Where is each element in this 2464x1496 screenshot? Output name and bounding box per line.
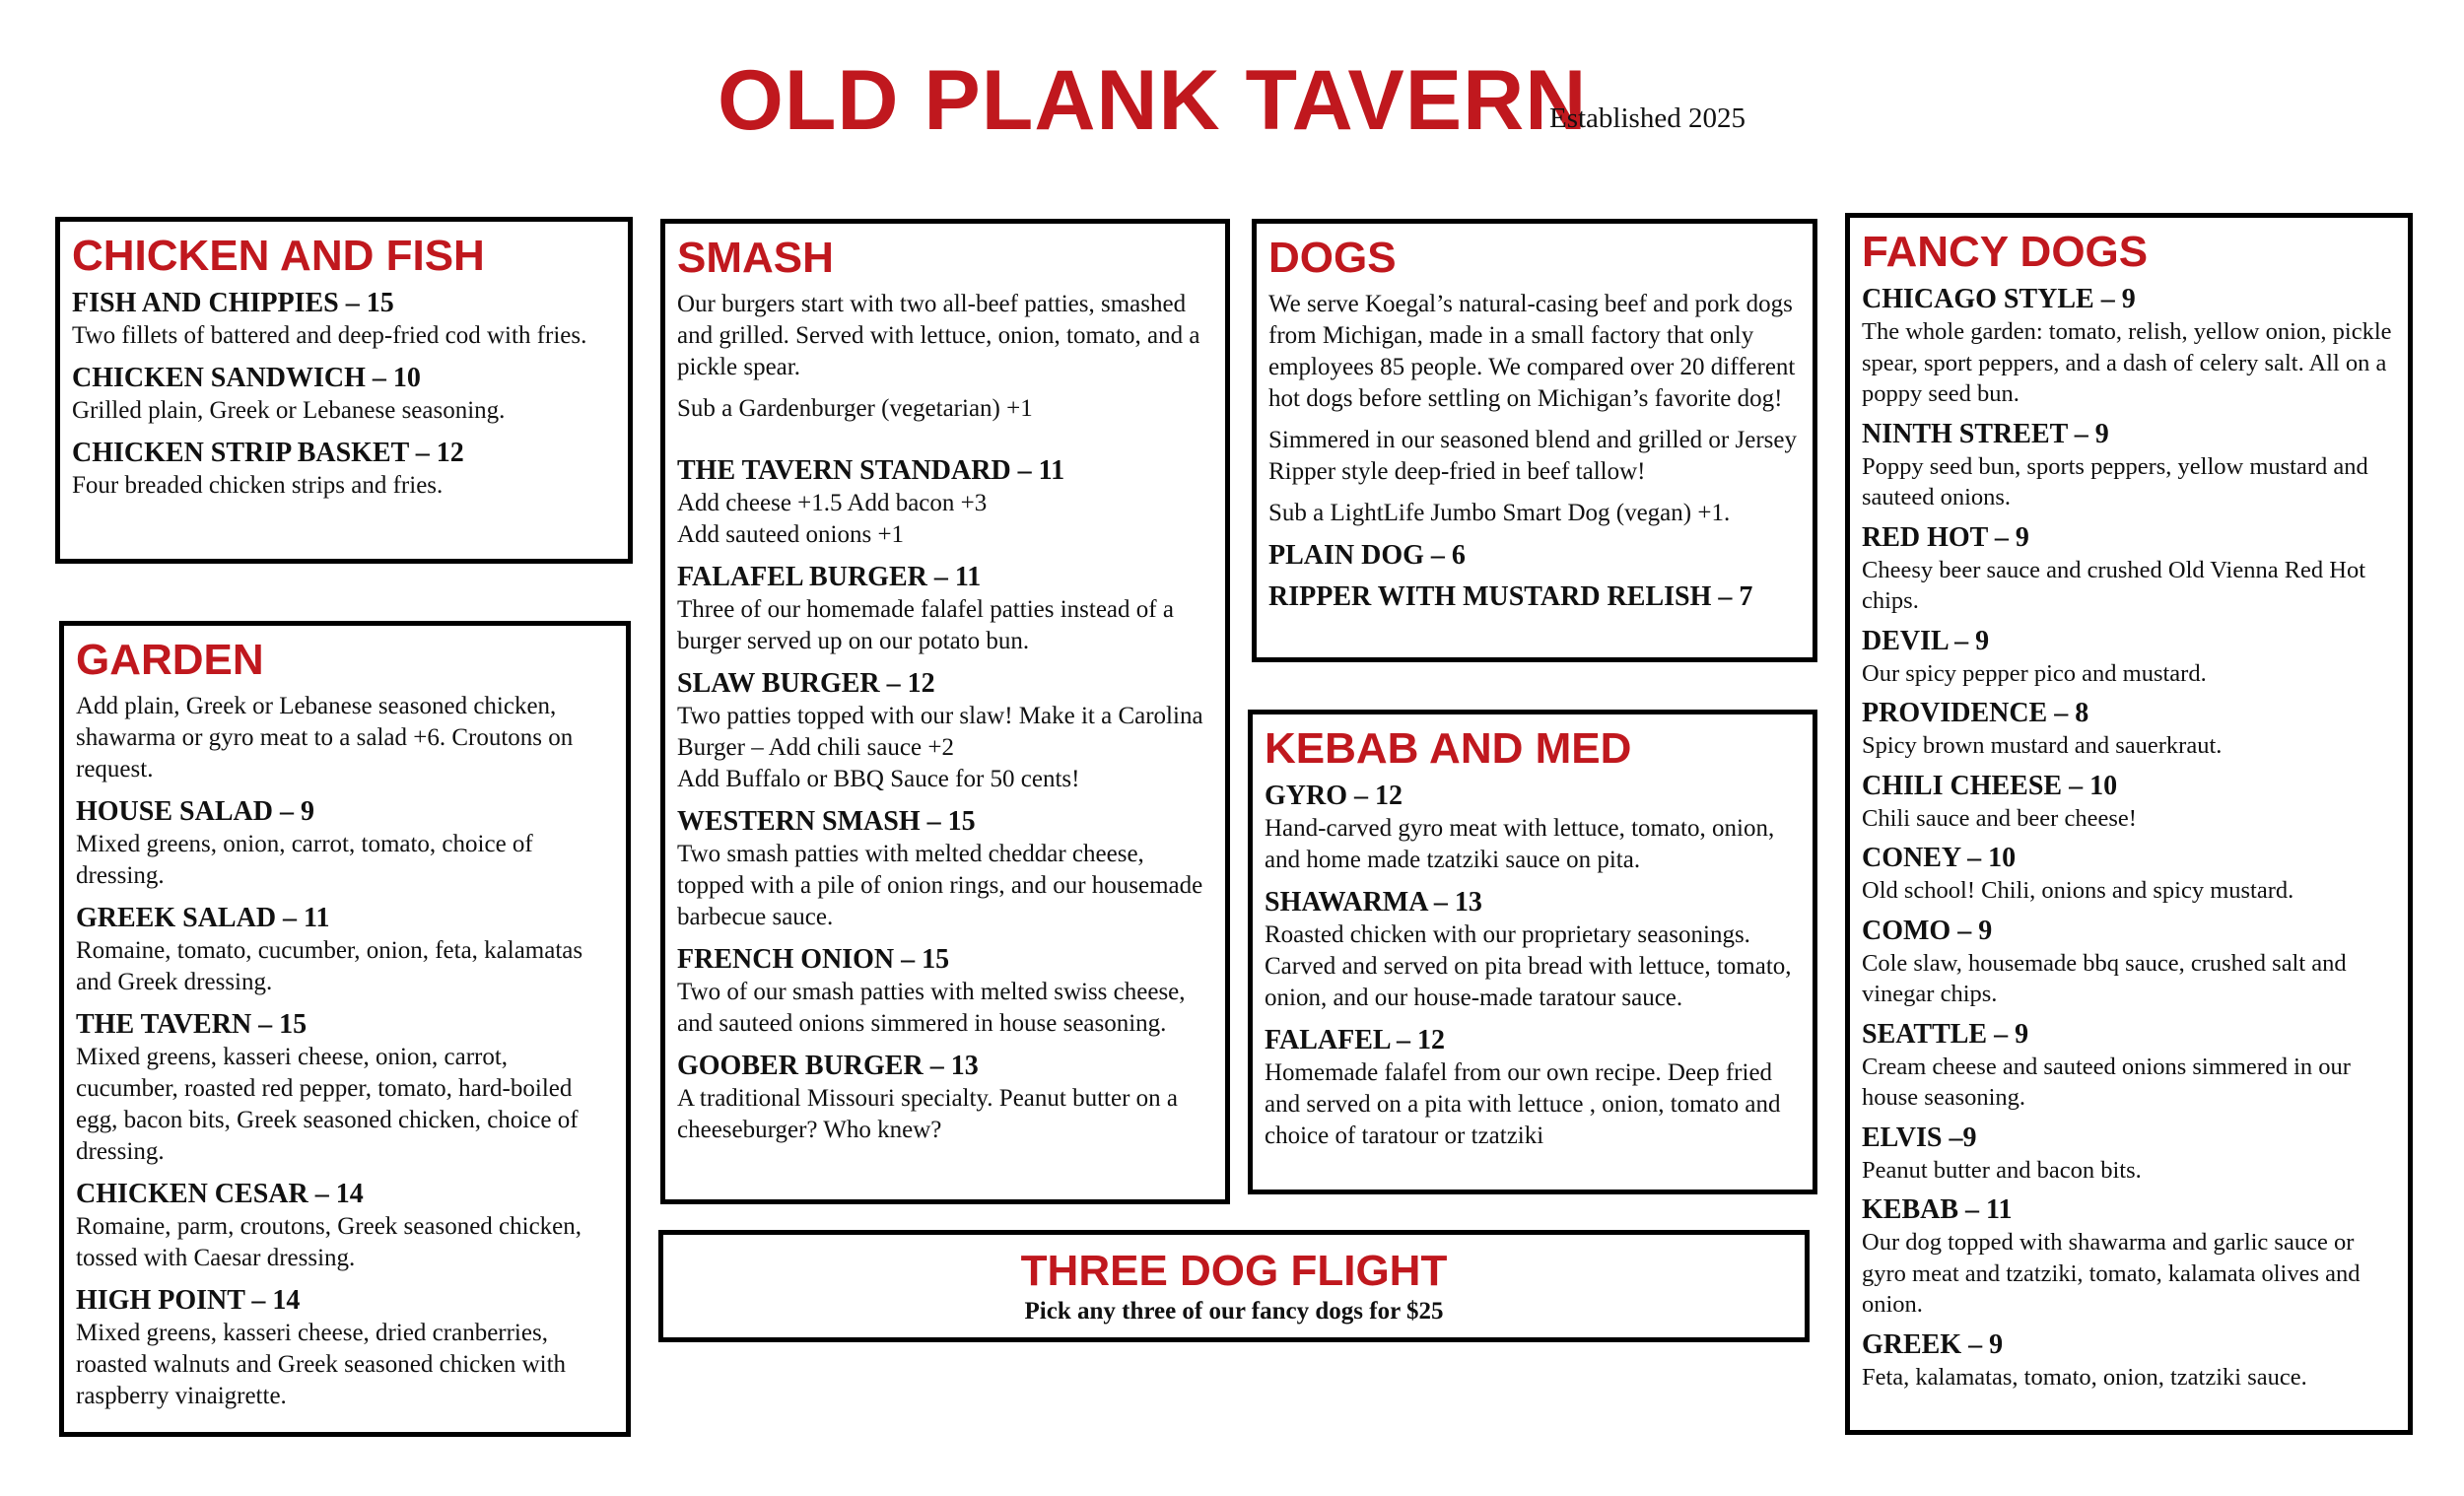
item-name: FALAFEL – 12 [1265, 1025, 1446, 1055]
item-description: A traditional Missouri specialty. Peanut butter on a cheeseburger? Who knew? [677, 1085, 1179, 1143]
menu-item [1862, 915, 2396, 1010]
menu-item [72, 362, 616, 427]
item-name: FRENCH ONION – 15 [677, 944, 950, 975]
three-dog-flight-banner [658, 1230, 1810, 1342]
section-intro-preparation: Simmered in our seasoned blend and grilled or Jersey Ripper style deep-fried in beef tallow! [1268, 427, 1797, 485]
item-description: The whole garden: tomato, relish, yellow onion, pickle spear, sport peppers, and a dash of celery salt. All on a poppy seed bun. [1862, 318, 2392, 407]
menu-item [76, 1178, 614, 1274]
menu-item [677, 943, 1213, 1040]
item-description: Two smash patties with melted cheddar cheese, topped with a pile of onion rings, and our housemade barbecue sauce. [677, 841, 1203, 930]
item-name: KEBAB – 11 [1862, 1194, 2013, 1225]
section-heading-smash: SMASH [677, 234, 834, 282]
item-name: RED HOT – 9 [1862, 521, 2029, 553]
menu-item [72, 437, 616, 502]
menu-item [1862, 697, 2396, 762]
restaurant-title: OLD PLANK TAVERN [718, 53, 1588, 148]
menu-item [1268, 580, 1801, 614]
section-heading-dogs: DOGS [1268, 234, 1397, 282]
item-name: THE TAVERN – 15 [76, 1009, 308, 1040]
item-description: Two of our smash patties with melted swiss cheese, and sauteed onions simmered in house seasoning. [677, 979, 1186, 1037]
menu-item [1862, 521, 2396, 617]
item-name: GREEK – 9 [1862, 1328, 2004, 1360]
menu-item [76, 1008, 614, 1168]
item-description: Add cheese +1.5 Add bacon +3 [677, 490, 988, 516]
item-name: CHICKEN STRIP BASKET – 12 [72, 438, 464, 468]
menu-item [1862, 1193, 2396, 1321]
item-description: Feta, kalamatas, tomato, onion, tzatziki sauce. [1862, 1363, 2307, 1391]
item-name: HIGH POINT – 14 [76, 1285, 301, 1316]
item-name: SEATTLE – 9 [1862, 1018, 2029, 1050]
item-name: ELVIS –9 [1862, 1122, 1977, 1153]
section-intro: Add plain, Greek or Lebanese seasoned chicken, shawarma or gyro meat to a salad +6. Croutons on request. [76, 693, 574, 782]
menu-item [677, 805, 1213, 933]
flight-heading: THREE DOG FLIGHT [1020, 1247, 1448, 1295]
item-description: Four breaded chicken strips and fries. [72, 472, 444, 499]
item-name: CONEY – 10 [1862, 843, 2017, 873]
item-name: NINTH STREET – 9 [1862, 418, 2109, 449]
item-description: Hand-carved gyro meat with lettuce, tomato, onion, and home made tzatziki sauce on pita. [1265, 815, 1775, 873]
section-heading-kebab-and-med: KEBAB AND MED [1265, 724, 1632, 773]
menu-item [76, 1284, 614, 1412]
item-name: GYRO – 12 [1265, 781, 1403, 811]
item-description: Our spicy pepper pico and mustard. [1862, 659, 2207, 687]
dogs-section [1252, 219, 1817, 662]
item-name: COMO – 9 [1862, 915, 1993, 946]
item-name: CHICKEN CESAR – 14 [76, 1179, 364, 1209]
menu-item [677, 561, 1213, 657]
item-name: CHICAGO STYLE – 9 [1862, 284, 2136, 314]
item-description: Our dog topped with shawarma and garlic sauce or gyro meat and tzatziki, tomato, kalamata olives and onion. [1862, 1229, 2361, 1318]
fancy-dogs-section [1845, 213, 2413, 1435]
item-name: FALAFEL BURGER – 11 [677, 562, 982, 592]
item-description: Romaine, tomato, cucumber, onion, feta, kalamatas and Greek dressing. [76, 937, 583, 995]
menu-item [677, 454, 1213, 551]
item-name: FISH AND CHIPPIES – 15 [72, 288, 394, 318]
menu-item [1265, 780, 1801, 876]
item-name: DEVIL – 9 [1862, 625, 1990, 656]
item-description: Peanut butter and bacon bits. [1862, 1156, 2142, 1184]
item-description: Mixed greens, kasseri cheese, onion, carrot, cucumber, roasted red pepper, tomato, hard-boiled egg, bacon bits, Greek seasoned chicken, choice of dressing. [76, 1044, 579, 1165]
item-name: HOUSE SALAD – 9 [76, 796, 314, 827]
item-description: Poppy seed bun, sports peppers, yellow mustard and sauteed onions. [1862, 452, 2368, 510]
established-note: Established 2025 [1549, 102, 1745, 134]
item-name: WESTERN SMASH – 15 [677, 806, 976, 837]
item-description: Chili sauce and beer cheese! [1862, 804, 2137, 832]
item-description: Old school! Chili, onions and spicy mustard. [1862, 877, 2294, 904]
item-name: CHICKEN SANDWICH – 10 [72, 363, 421, 393]
item-description: Cheesy beer sauce and crushed Old Vienna Red Hot chips. [1862, 556, 2366, 614]
section-intro: We serve Koegal’s natural-casing beef and pork dogs from Michigan, made in a small factory that only employees 85 people. We compared over 20 different hot dogs before settling on Michigan’s favorite dog! [1268, 291, 1796, 412]
menu-item [76, 795, 614, 892]
item-description: Romaine, parm, croutons, Greek seasoned chicken, tossed with Caesar dressing. [76, 1213, 582, 1271]
kebab-and-med-section [1248, 710, 1817, 1194]
item-description: Grilled plain, Greek or Lebanese seasoning. [72, 397, 506, 424]
smash-section [660, 219, 1230, 1204]
menu-item [76, 902, 614, 998]
item-name: SLAW BURGER – 12 [677, 668, 935, 699]
section-heading-garden: GARDEN [76, 636, 264, 684]
item-description: Roasted chicken with our proprietary seasonings. Carved and served on pita bread with lettuce, tomato, onion, and our house-made taratour sauce. [1265, 921, 1792, 1011]
item-name: THE TAVERN STANDARD – 11 [677, 455, 1065, 486]
section-intro: Our burgers start with two all-beef patties, smashed and grilled. Served with lettuce, onion, tomato, and a pickle spear. [677, 291, 1200, 380]
item-name: SHAWARMA – 13 [1265, 887, 1482, 918]
section-heading-fancy-dogs: FANCY DOGS [1862, 228, 2149, 276]
menu-item [1862, 1328, 2396, 1394]
menu-item [1862, 625, 2396, 690]
menu-item [1862, 1018, 2396, 1114]
item-description: Two patties topped with our slaw! Make it a Carolina Burger – Add chili sauce +2 [677, 703, 1203, 761]
section-intro-substitution: Sub a LightLife Jumbo Smart Dog (vegan) +1. [1268, 500, 1731, 526]
item-description-extra: Add Buffalo or BBQ Sauce for 50 cents! [677, 766, 1080, 792]
garden-section [59, 621, 631, 1437]
menu-item [677, 667, 1213, 795]
item-description: Three of our homemade falafel patties instead of a burger served up on our potato bun. [677, 596, 1174, 654]
flight-tagline: Pick any three of our fancy dogs for $25 [1024, 1298, 1444, 1325]
item-description: Mixed greens, onion, carrot, tomato, choice of dressing. [76, 831, 533, 889]
item-name: GREEK SALAD – 11 [76, 903, 330, 933]
item-description: Spicy brown mustard and sauerkraut. [1862, 732, 2223, 759]
menu-item [72, 287, 616, 352]
item-description: Homemade falafel from our own recipe. Deep fried and served on a pita with lettuce , onion, tomato and choice of taratour or tzatziki [1265, 1059, 1781, 1149]
menu-item [1265, 1024, 1801, 1152]
menu-item [1862, 842, 2396, 907]
item-name: PLAIN DOG – 6 [1268, 540, 1466, 571]
menu-item [1268, 539, 1801, 573]
menu-item [1862, 770, 2396, 835]
menu-item [1265, 886, 1801, 1014]
item-description: Cole slaw, housemade bbq sauce, crushed salt and vinegar chips. [1862, 949, 2347, 1007]
section-intro-substitution: Sub a Gardenburger (vegetarian) +1 [677, 395, 1033, 422]
item-name: PROVIDENCE – 8 [1862, 698, 2089, 728]
item-description: Mixed greens, kasseri cheese, dried cranberries, roasted walnuts and Greek seasoned chicken with raspberry vinaigrette. [76, 1320, 567, 1409]
item-description: Cream cheese and sauteed onions simmered in our house seasoning. [1862, 1053, 2351, 1111]
item-name: CHILI CHEESE – 10 [1862, 770, 2118, 801]
item-name: RIPPER WITH MUSTARD RELISH – 7 [1268, 581, 1753, 612]
menu-item [677, 1050, 1213, 1146]
chicken-and-fish-section [55, 217, 633, 564]
item-description-extra: Add sauteed onions +1 [677, 521, 905, 548]
menu-item [1862, 1122, 2396, 1187]
menu-item [1862, 283, 2396, 410]
item-description: Two fillets of battered and deep-fried cod with fries. [72, 322, 587, 349]
section-heading-chicken-and-fish: CHICKEN AND FISH [72, 232, 485, 280]
menu-item [1862, 418, 2396, 513]
item-name: GOOBER BURGER – 13 [677, 1051, 979, 1081]
